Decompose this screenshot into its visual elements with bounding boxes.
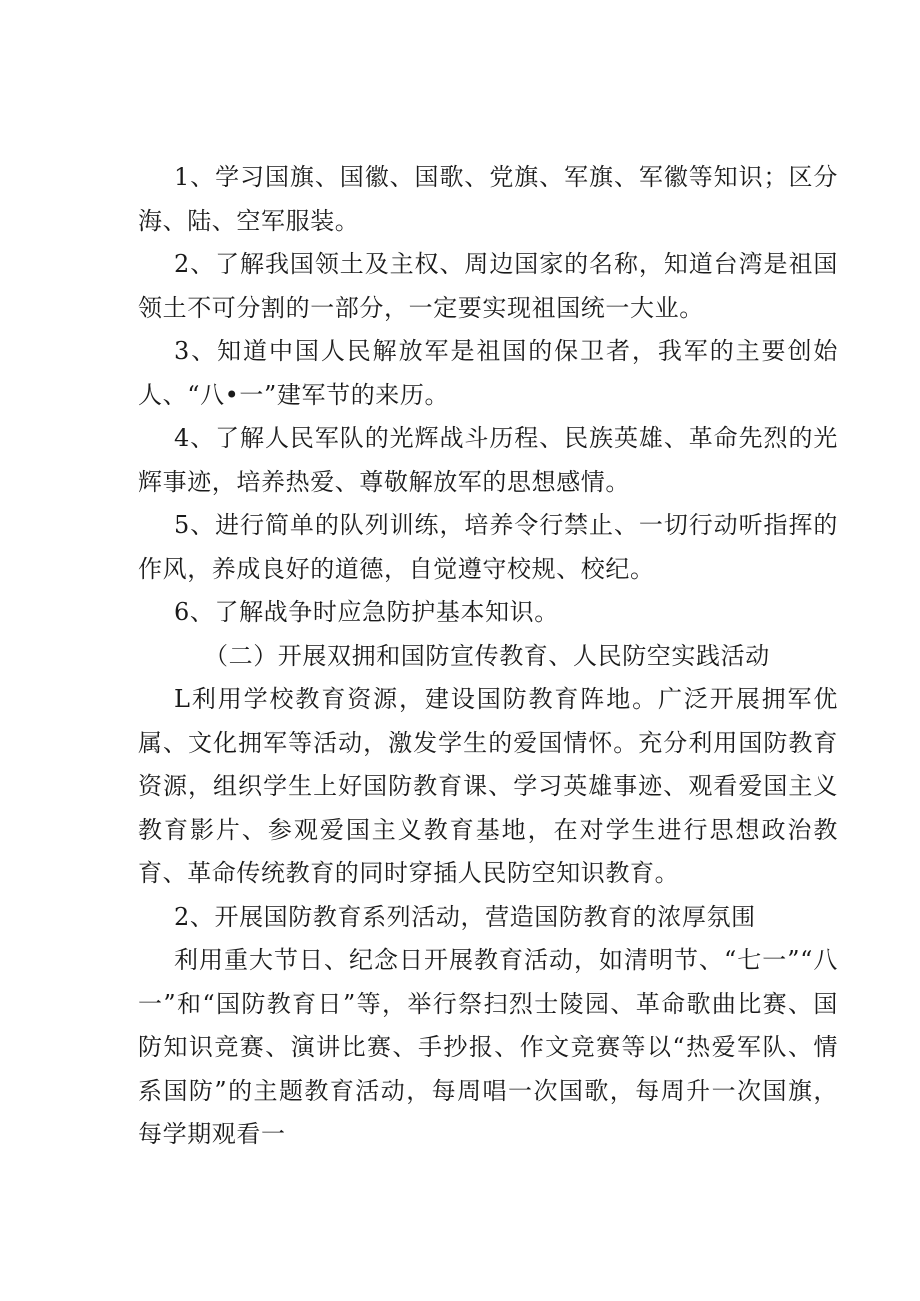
paragraph-item-2: 2、了解我国领土及主权、周边国家的名称，知道台湾是祖国领土不可分割的一部分，一定要实现祖国统一大业。 <box>138 250 838 322</box>
paragraph-activity-2-body: 利用重大节日、纪念日开展教育活动，如清明节、“七一”“八一”和“国防教育日”等，举行祭扫烈士陵园、革命歌曲比赛、国防知识竞赛、演讲比赛、手抄报、作文竞赛等以“热爱军队、情系国防”的主题教育活动，每周唱一次国歌，每周升一次国旗，每学期观看一 <box>138 946 838 1148</box>
section-heading: （二）开展双拥和国防宣传教育、人民防空实践活动 <box>204 641 770 670</box>
paragraph-item-5: 5、进行简单的队列训练，培养令行禁止、一切行动听指挥的作风，养成良好的道德，自觉遵守校规、校纪。 <box>138 511 838 583</box>
paragraph-item-1: 1、学习国旗、国徽、国歌、党旗、军旗、军徽等知识；区分海、陆、空军服装。 <box>138 163 838 235</box>
paragraph-item-4: 4、了解人民军队的光辉战斗历程、民族英雄、革命先烈的光辉事迹，培养热爱、尊敬解放军的思想感情。 <box>138 424 838 496</box>
document-body <box>138 156 838 1157</box>
paragraph-activity-2-heading: 2、开展国防教育系列活动，营造国防教育的浓厚氛围 <box>174 902 756 931</box>
paragraph-item-3: 3、知道中国人民解放军是祖国的保卫者，我军的主要创始人、“八•一”建军节的来历。 <box>138 337 838 409</box>
paragraph-item-6: 6、了解战争时应急防护基本知识。 <box>174 598 559 626</box>
paragraph-activity-1: L利用学校教育资源，建设国防教育阵地。广泛开展拥军优属、文化拥军等活动，激发学生的爱国情怀。充分利用国防教育资源，组织学生上好国防教育课、学习英雄事迹、观看爱国主义教育影片、参观爱国主义教育基地，在对学生进行思想政治教育、革命传统教育的同时穿插人民防空知识教育。 <box>138 685 838 887</box>
